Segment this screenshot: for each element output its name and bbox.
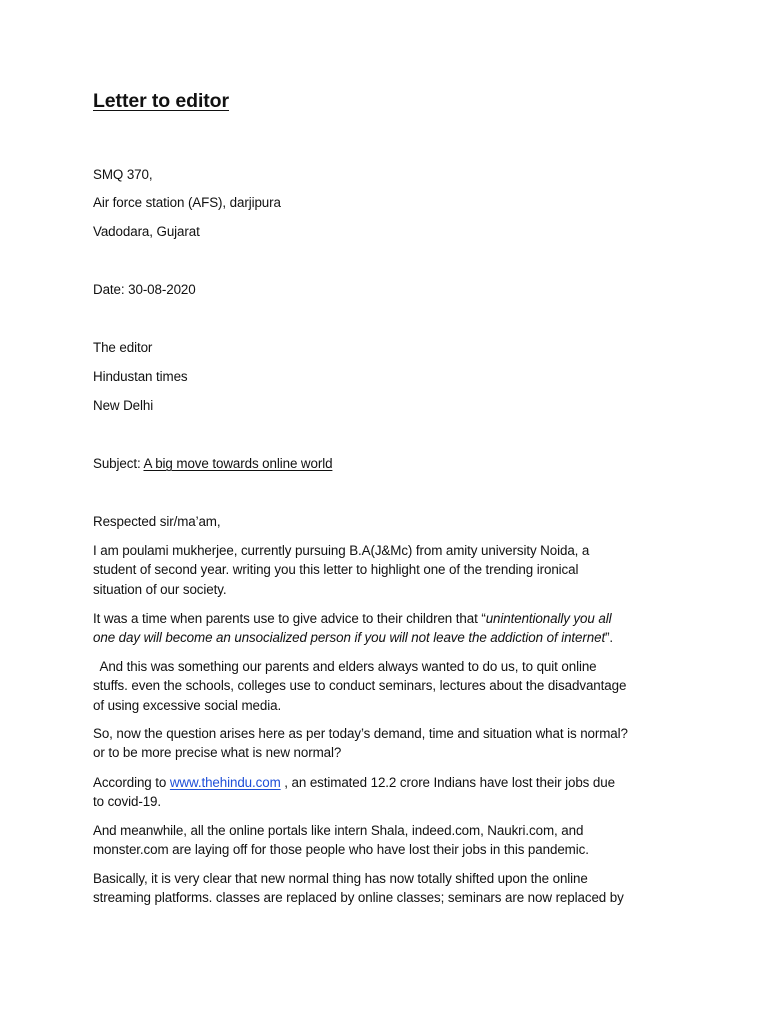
letter-date: Date: 30-08-2020 — [93, 282, 196, 297]
paragraph-6-line-1: And meanwhile, all the online portals like intern Shala, indeed.com, Naukri.com, and — [93, 823, 584, 838]
paragraph-5-lead-text: According to — [93, 775, 170, 790]
paragraph-6-line-2: monster.com are laying off for those people who have lost their jobs in this pandemic. — [93, 842, 589, 858]
thehindu-link[interactable]: www.thehindu.com — [169, 775, 281, 790]
paragraph-3-line-2: stuffs. even the schools, colleges use to conduct seminars, lectures about the disadvantage — [93, 678, 627, 694]
paragraph-5 — [93, 773, 675, 812]
paragraph-2-line-1 — [93, 609, 675, 628]
paragraph-4-line-2: or to be more precise what is new normal? — [93, 745, 342, 761]
paragraph-4 — [93, 724, 675, 763]
paragraph-2-quote-start: unintentionally you all — [485, 611, 612, 626]
recipient-line-3: New Delhi — [93, 398, 154, 413]
paragraph-5-line-1 — [93, 773, 675, 792]
paragraph-7 — [93, 869, 675, 908]
paragraph-3 — [93, 657, 675, 715]
paragraph-1-line-3: situation of our society. — [93, 581, 227, 597]
paragraph-1-line-1: I am poulami mukherjee, currently pursuing B.A(J&Mc) from amity university Noida, a — [93, 543, 590, 558]
paragraph-2-line-2 — [93, 628, 675, 647]
recipient-line-2: Hindustan times — [93, 369, 188, 384]
document-title: Letter to editor — [93, 90, 229, 112]
subject-label: Subject: — [93, 456, 141, 471]
paragraph-1-line-2: student of second year. writing you this letter to highlight one of the trending ironical — [93, 562, 579, 578]
salutation: Respected sir/ma’am, — [93, 514, 221, 529]
sender-address-line-3: Vadodara, Gujarat — [93, 224, 200, 239]
recipient-line-1: The editor — [93, 340, 153, 355]
sender-address-line-2: Air force station (AFS), darjipura — [93, 195, 281, 210]
paragraph-3-line-3: of using excessive social media. — [93, 697, 282, 713]
paragraph-7-line-2: streaming platforms. classes are replaced by online classes; seminars are now replaced by — [93, 890, 624, 906]
paragraph-4-line-1: So, now the question arises here as per today’s demand, time and situation what is normal? — [93, 726, 628, 741]
paragraph-5-line-2: to covid-19. — [93, 794, 162, 810]
paragraph-2-plain-text: It was a time when parents use to give advice to their children that “ — [93, 611, 486, 626]
paragraph-3-line-1: And this was something our parents and elders always wanted to do us, to quit online — [93, 659, 597, 674]
paragraph-2-quote-end: one day will become an unsocialized person if you will not leave the addiction of internet — [93, 630, 606, 646]
paragraph-6 — [93, 821, 675, 860]
subject-text: A big move towards online world — [143, 456, 333, 471]
subject-line — [93, 455, 332, 473]
paragraph-7-line-1: Basically, it is very clear that new normal thing has now totally shifted upon the online — [93, 871, 588, 886]
paragraph-2 — [93, 609, 675, 648]
sender-address-line-1: SMQ 370, — [93, 167, 153, 182]
paragraph-5-trailing-text: , an estimated 12.2 crore Indians have lost their jobs due — [280, 775, 615, 790]
paragraph-2-closing-mark: ”. — [605, 630, 614, 646]
paragraph-1 — [93, 541, 675, 599]
